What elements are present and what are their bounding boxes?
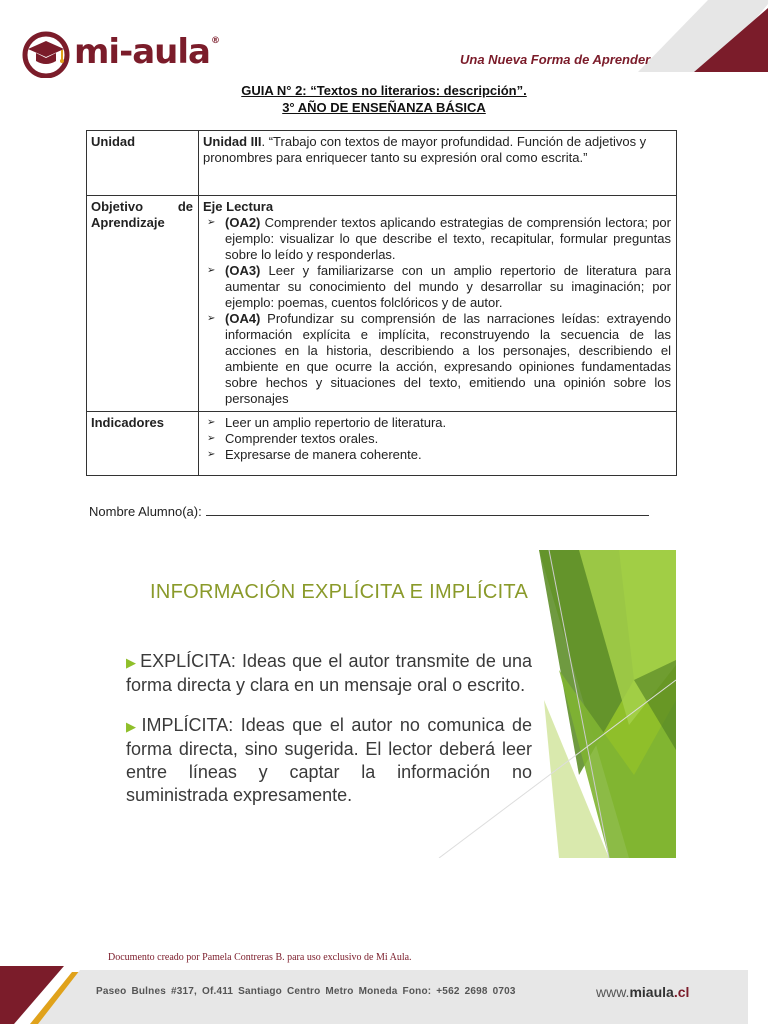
arrow-bullet-icon: ➢ bbox=[207, 265, 216, 276]
list-item: ➢ (OA4) Profundizar su comprensión de las narraciones leídas: extrayendo información explícita e implícita, reconstruyendo la secuencia de las acciones en la historia, describiendo a los personajes, describiendo el ambiente en que ocurre la acción, expresando opiniones fundamentadas sobre hechos y situaciones del texto, emitiendo una opinión sobre los personajes bbox=[203, 311, 671, 407]
label-indicadores: Indicadores bbox=[87, 412, 199, 476]
graduation-cap-icon bbox=[22, 30, 70, 78]
table-row-objetivo bbox=[87, 196, 677, 412]
list-item: ➢ Leer un amplio repertorio de literatura. bbox=[203, 415, 671, 431]
arrow-bullet-icon: ➢ bbox=[207, 417, 216, 428]
document-title bbox=[0, 82, 768, 116]
table-row-unidad bbox=[87, 131, 677, 196]
label-objetivo: Objetivo de Aprendizaje bbox=[87, 196, 199, 412]
arrow-bullet-icon: ➢ bbox=[207, 313, 216, 324]
unidad-cell bbox=[199, 131, 677, 196]
logo-wordmark: mi-aula® bbox=[74, 32, 219, 72]
slide-title: INFORMACIÓN EXPLÍCITA E IMPLÍCITA bbox=[150, 581, 529, 603]
title-line-1: GUIA N° 2: “Textos no literarios: descripción”. bbox=[241, 83, 527, 98]
table-row-indicadores bbox=[87, 412, 677, 476]
eje-lectura: Eje Lectura bbox=[203, 199, 274, 214]
label-unidad: Unidad bbox=[87, 131, 199, 196]
indicadores-cell bbox=[199, 412, 677, 476]
objetivo-cell bbox=[199, 196, 677, 412]
mi-aula-logo bbox=[22, 30, 222, 80]
arrow-bullet-icon: ➢ bbox=[207, 449, 216, 460]
student-name-line[interactable] bbox=[206, 503, 649, 516]
website-link[interactable]: www.miaula.cl bbox=[596, 984, 690, 1000]
list-item: ➢ (OA2) Comprender textos aplicando estrategias de comprensión lectora; por ejemplo: visualizar lo que describe el texto, recapitular, formular preguntas sobre lo leído y responderlas. bbox=[203, 215, 671, 263]
list-item: ➢ Expresarse de manera coherente. bbox=[203, 447, 671, 463]
document-credit: Documento creado por Pamela Contreras B. para uso exclusivo de Mi Aula. bbox=[108, 952, 412, 963]
unidad-text: . “Trabajo con textos de mayor profundidad. Función de adjetivos y pronombres para enriquecer tanto su expresión oral como escrita.” bbox=[203, 134, 647, 165]
tagline: Una Nueva Forma de Aprender bbox=[460, 52, 651, 67]
info-table bbox=[86, 130, 677, 476]
unidad-name: Unidad III bbox=[203, 134, 262, 149]
footer-address: Paseo Bulnes #317, Of.411 Santiago Centro Metro Moneda Fono: +562 2698 0703 bbox=[96, 986, 516, 997]
student-name-label: Nombre Alumno(a): bbox=[89, 504, 202, 519]
list-item: ➢ Comprender textos orales. bbox=[203, 431, 671, 447]
slide-item-implicita: ▶ IMPLÍCITA: Ideas que el autor no comunica de forma directa, sino sugerida. El lector deberá leer entre líneas y captar la información no suministrada expresamente. bbox=[126, 715, 532, 805]
triangle-bullet-icon: ▶ bbox=[126, 655, 138, 670]
arrow-bullet-icon: ➢ bbox=[207, 433, 216, 444]
student-name-field[interactable] bbox=[89, 503, 649, 519]
slide-item-explicita: ▶ EXPLÍCITA: Ideas que el autor transmite de una forma directa y clara en un mensaje oral o escrito. bbox=[126, 651, 532, 695]
triangle-bullet-icon: ▶ bbox=[126, 719, 139, 734]
slide-image bbox=[89, 550, 676, 858]
list-item: ➢ (OA3) Leer y familiarizarse con un amplio repertorio de literatura para aumentar su conocimiento del mundo y desarrollar su imaginación; por ejemplo: poemas, cuentos folclóricos y de autor. bbox=[203, 263, 671, 311]
title-line-2: 3° AÑO DE ENSEÑANZA BÁSICA bbox=[282, 100, 486, 115]
arrow-bullet-icon: ➢ bbox=[207, 217, 216, 228]
